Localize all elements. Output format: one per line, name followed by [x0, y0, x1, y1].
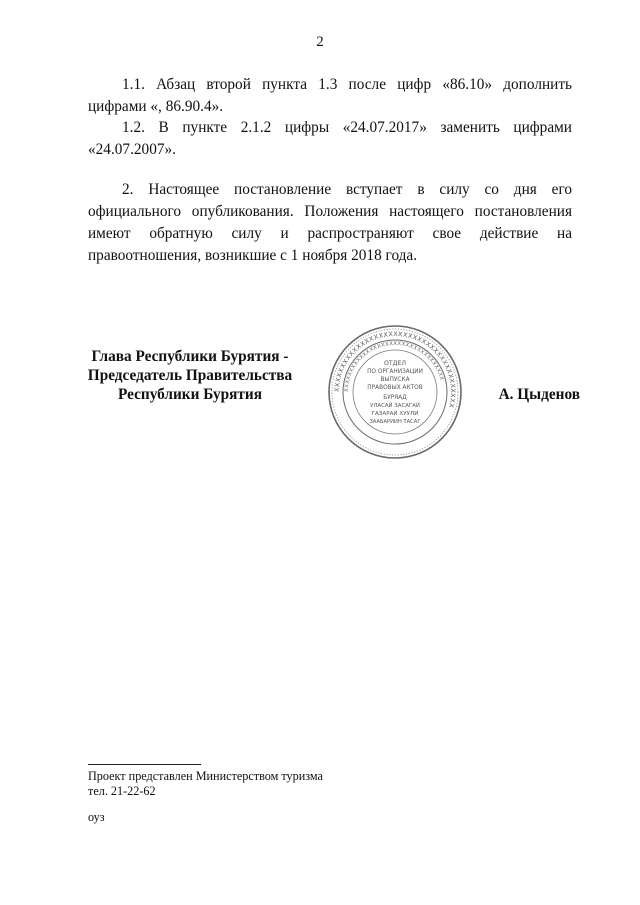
official-seal-stamp	[326, 323, 464, 461]
seal-line: ГАЗАРАЙ ХУУЛИ	[371, 411, 419, 417]
seal-line: ПО ОРГАНИЗАЦИИ	[367, 369, 423, 375]
seal-line: ПРАВОВЫХ АКТОВ	[367, 385, 423, 391]
signatory-title	[70, 347, 310, 404]
signatory-title-line: Республики Бурятия	[117, 386, 263, 403]
signatory-name: А. Цыденов	[498, 386, 580, 403]
page-number: 2	[316, 34, 324, 50]
footnote-phone: тел. 21-22-62	[88, 784, 156, 798]
paragraph-1-1: 1.1. Абзац второй пункта 1.3 после цифр «86.10» дополнить цифрами «, 86.90.4».	[88, 76, 572, 115]
seal-middle-ring	[343, 340, 447, 444]
seal-line: УЛАСАЙ ЗАСАГАЙ	[370, 403, 420, 409]
footnote-project-note: Проект представлен Министерством туризма	[88, 769, 323, 783]
seal-center-text	[367, 360, 423, 425]
paragraph-1-2: 1.2. В пункте 2.1.2 цифры «24.07.2017» заменить цифрами «24.07.2007».	[88, 119, 572, 158]
signatory-title-line: Глава Республики Бурятия -	[91, 348, 289, 365]
signatory-title-line: Председатель Правительства	[87, 367, 293, 384]
seal-ring-lettering: ХХХХХХХХХХХХХХХХХХХХХХХХХХХХХХХХХХХХХХХХ	[332, 329, 458, 409]
seal-line: БУРЯАД	[383, 395, 407, 401]
footnote-code: оуз	[88, 810, 105, 824]
seal-dotted-ring	[332, 329, 458, 455]
seal-line: ЗААБАРИИН ТАСАГ	[369, 419, 421, 425]
seal-line: ОТДЕЛ	[383, 360, 407, 367]
footnote-divider	[88, 764, 201, 765]
paragraph-2: 2. Настоящее постановление вступает в силу со дня его официального опубликования. Положения настоящего постановления имеют обратную силу и распространяют свое действие на правоотношения, возникшие с 1 ноября 2018 года.	[88, 181, 572, 264]
seal-line: ВЫПУСКА	[380, 377, 410, 383]
seal-inner-lettering: ХХХХХХХХХХХХХХХХХХХХХХХХХХХХХХХХХХ	[343, 340, 445, 393]
